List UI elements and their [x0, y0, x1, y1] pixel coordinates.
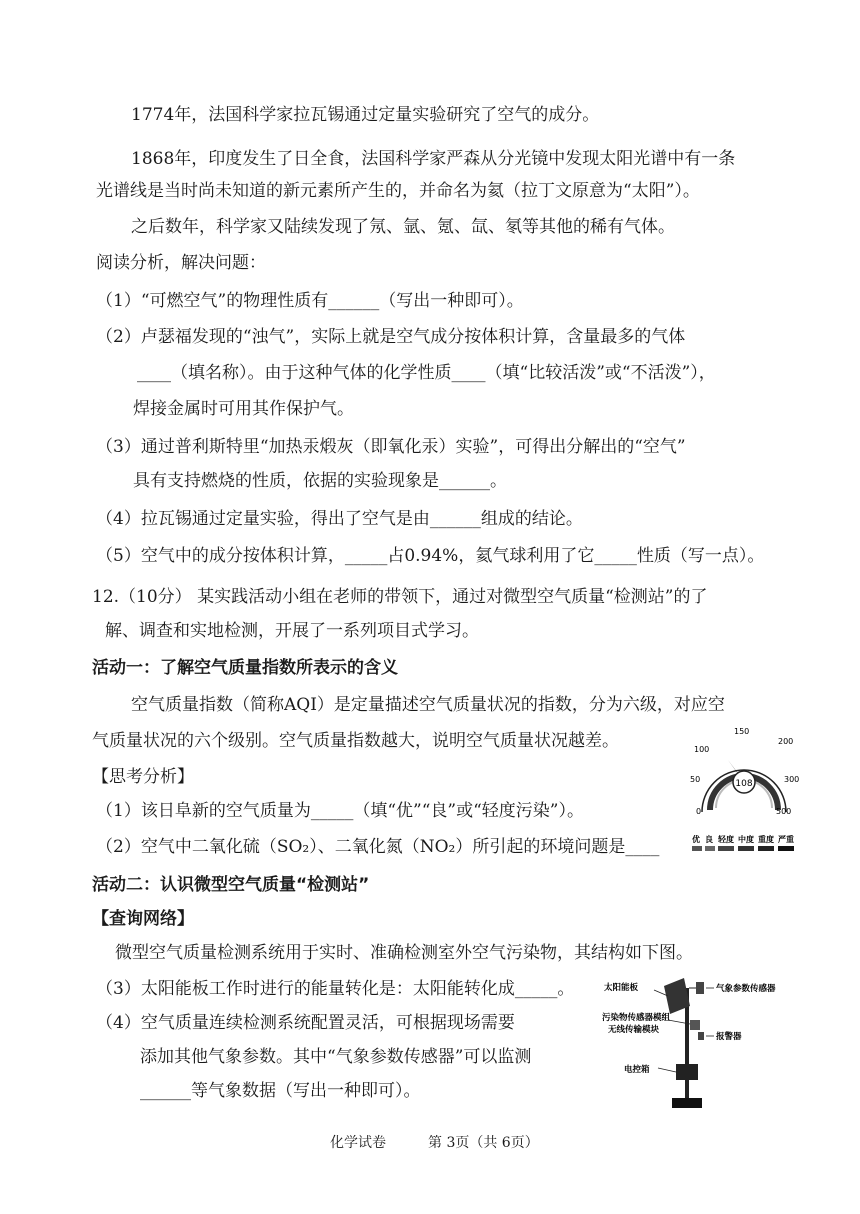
- gauge-tick-100: 100: [694, 745, 710, 754]
- label-alarm: 报警器: [716, 1032, 742, 1042]
- gauge-level-4: 中度: [738, 835, 754, 844]
- gauge-tick-50: 50: [690, 775, 701, 784]
- activity-1-title: 活动一：了解空气质量指数所表示的含义: [92, 658, 398, 678]
- gauge-tick-150: 150: [734, 727, 750, 736]
- question-2-line2: ____（填名称）。由于这种气体的化学性质____（填“比较活泼”或“不活泼”），: [137, 363, 716, 383]
- aqi-gauge-svg: [688, 720, 800, 860]
- gauge-tick-0: 0: [696, 807, 702, 816]
- weather-sensor: [696, 982, 704, 994]
- gauge-tick-200: 200: [778, 737, 794, 746]
- question-2-line1: （2）卢瑟福发现的“浊气”，实际上就是空气成分按体积计算，含量最多的气体: [96, 327, 686, 347]
- activity-2-question-4-line2: 添加其他气象参数。其中“气象参数传感器”可以监测: [140, 1047, 532, 1067]
- footer-subject: 化学试卷: [330, 1135, 386, 1151]
- paragraph-later-years: 之后数年，科学家又陆续发现了氖、氩、氪、氙、氡等其他的稀有气体。: [131, 217, 675, 237]
- question-12-line1: 12.（10分） 某实践活动小组在老师的带领下，通过对微型空气质量“检测站”的了: [92, 587, 708, 607]
- activity-2-question-4-line3: ______等气象数据（写出一种即可）。: [140, 1081, 421, 1101]
- alarm-device: [698, 1032, 704, 1040]
- gauge-tick-500: 500: [776, 807, 792, 816]
- monitoring-station-figure: [602, 968, 802, 1118]
- query-network-heading: 【查询网络】: [92, 909, 194, 929]
- activity-2-title: 活动二：认识微型空气质量“检测站”: [92, 875, 370, 895]
- question-2-line3: 焊接金属时可用其作保护气。: [133, 399, 354, 419]
- gauge-level-2: 良: [705, 835, 713, 844]
- paragraph-1868-line1: 1868年，印度发生了日全食，法国科学家严森从分光镜中发现太阳光谱中有一条: [131, 149, 736, 169]
- gauge-level-1: 优: [692, 835, 700, 844]
- pollutant-sensor-module: [690, 1020, 700, 1030]
- footer-page-number: 第 3页（共 6页）: [428, 1135, 539, 1151]
- label-control-box: 电控箱: [624, 1065, 650, 1075]
- activity-2-question-4-line1: （4）空气质量连续检测系统配置灵活，可根据现场需要: [96, 1013, 515, 1033]
- label-solar-panel: 太阳能板: [604, 983, 639, 993]
- question-1: （1）“可燃空气”的物理性质有______（写出一种即可）。: [96, 291, 524, 311]
- station-svg: [602, 968, 802, 1118]
- activity-1-description-line2: 气质量状况的六个级别。空气质量指数越大，说明空气质量状况越差。: [92, 731, 619, 751]
- label-wireless-module: 无线传输模块: [608, 1025, 660, 1035]
- question-3-line1: （3）通过普利斯特里“加热汞煅灰（即氧化汞）实验”，可得出分解出的“空气”: [96, 437, 686, 457]
- activity-1-description-line1: 空气质量指数（简称AQI）是定量描述空气质量状况的指数，分为六级，对应空: [131, 695, 725, 715]
- gauge-tick-300: 300: [784, 775, 800, 784]
- label-pollutant-sensor: 污染物传感器模组: [602, 1013, 671, 1023]
- gauge-level-6: 严重: [778, 835, 794, 844]
- control-box: [676, 1064, 698, 1080]
- gauge-reading: 108: [735, 779, 753, 789]
- paragraph-1774: 1774年，法国科学家拉瓦锡通过定量实验研究了空气的成分。: [131, 105, 600, 125]
- label-weather-sensor: 气象参数传感器: [716, 984, 776, 994]
- aqi-gauge-figure: [688, 720, 800, 860]
- question-3-line2: 具有支持燃烧的性质，依据的实验现象是______。: [133, 471, 507, 491]
- think-analysis-heading: 【思考分析】: [92, 767, 194, 787]
- question-4: （4）拉瓦锡通过定量实验，得出了空气是由______组成的结论。: [96, 509, 583, 529]
- paragraph-1868-line2: 光谱线是当时尚未知道的新元素所产生的，并命名为氦（拉丁文原意为“太阳”）。: [96, 181, 700, 201]
- activity-2-question-3: （3）太阳能板工作时进行的能量转化是：太阳能转化成_____。: [96, 979, 575, 999]
- gauge-level-swatches: [692, 846, 794, 851]
- question-12-line2: 解、调查和实地检测，开展了一系列项目式学习。: [105, 621, 479, 641]
- reading-prompt: 阅读分析，解决问题：: [96, 253, 266, 273]
- question-5: （5）空气中的成分按体积计算，_____占0.94%，氦气球利用了它_____性质（写一点）。: [96, 546, 765, 566]
- activity-2-description: 微型空气质量检测系统用于实时、准确检测室外空气污染物，其结构如下图。: [115, 943, 693, 963]
- activity-1-question-1: （1）该日阜新的空气质量为_____（填“优”“良”或“轻度污染”）。: [96, 801, 584, 821]
- activity-1-question-2: （2）空气中二氧化硫（SO₂）、二氧化氮（NO₂）所引起的环境问题是____: [96, 837, 660, 857]
- gauge-level-5: 重度: [758, 835, 774, 844]
- gauge-level-3: 轻度: [718, 835, 734, 844]
- station-base: [672, 1098, 702, 1108]
